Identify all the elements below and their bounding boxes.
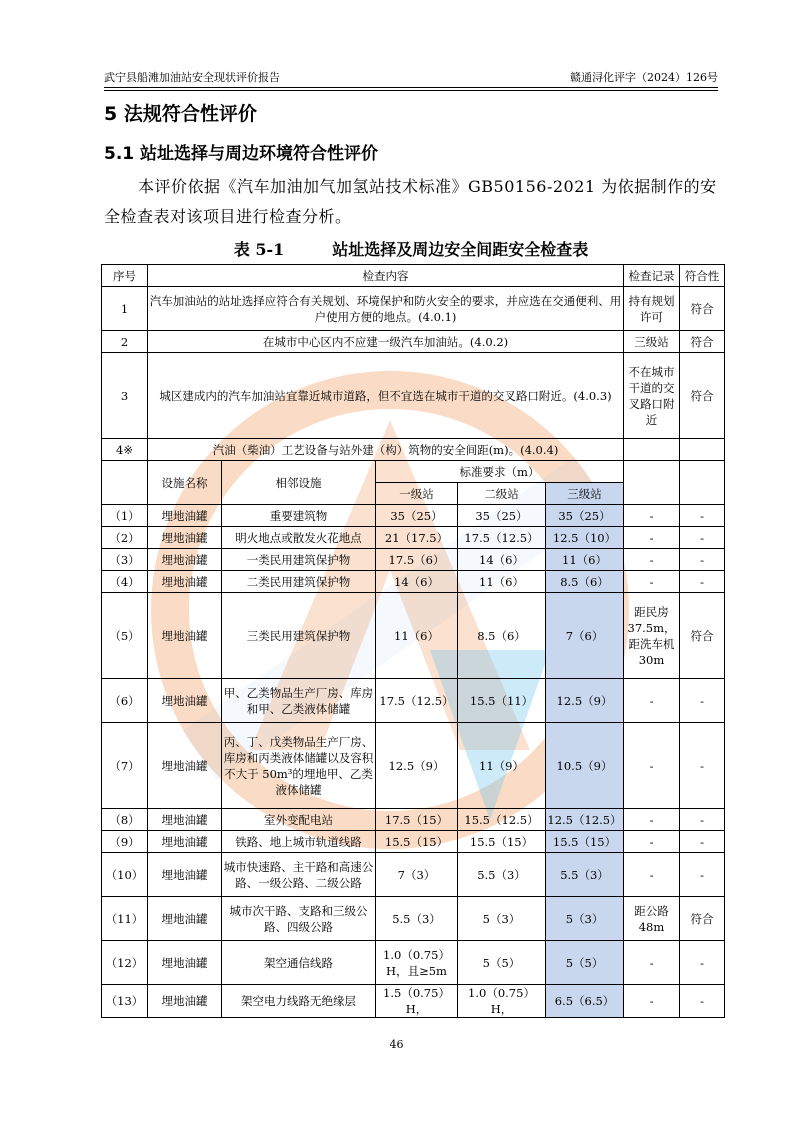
row-level1: 1.5（0.75）H， <box>376 985 458 1018</box>
row-adjacent: 一类民用建筑保护物 <box>222 549 376 571</box>
row-facility: 埋地油罐 <box>148 831 222 853</box>
row-adjacent: 二类民用建筑保护物 <box>222 571 376 593</box>
row-level1: 21（17.5） <box>376 527 458 549</box>
row-level2: 1.0（0.75）H， <box>458 985 546 1018</box>
subheader-facility: 设施名称 <box>148 461 222 505</box>
table-caption <box>104 238 718 262</box>
safety-check-table <box>101 264 725 1018</box>
row-level1: 35（25） <box>376 505 458 527</box>
row-adjacent: 城市次干路、支路和三级公路、四级公路 <box>222 897 376 941</box>
row-level1: 17.5（6） <box>376 549 458 571</box>
header-report-number: 赣通浔化评字（2024）126号 <box>570 71 718 84</box>
subheader-level2: 二级站 <box>458 483 546 505</box>
row-seq: （2） <box>102 527 148 549</box>
table-row <box>102 287 725 331</box>
group-seq: 4※ <box>102 439 148 461</box>
row-level2: 5.5（3） <box>458 853 546 897</box>
row-record: - <box>624 505 680 527</box>
row-level3: 5.5（3） <box>546 853 624 897</box>
table-row <box>102 571 725 593</box>
row-record: - <box>624 853 680 897</box>
table-caption-number: 表 5-1 <box>233 240 285 259</box>
subheader-seq-empty <box>102 461 148 505</box>
group-conform-empty <box>680 439 725 461</box>
row-level2: 5（5） <box>458 941 546 985</box>
row-level1: 12.5（9） <box>376 723 458 809</box>
row-seq: （11） <box>102 897 148 941</box>
table-row <box>102 809 725 831</box>
row-level3: 5（3） <box>546 897 624 941</box>
row-record: 距民房37.5m，距洗车机30m <box>624 593 680 679</box>
header-record: 检查记录 <box>624 265 680 287</box>
row-facility: 埋地油罐 <box>148 985 222 1018</box>
row-adjacent: 三类民用建筑保护物 <box>222 593 376 679</box>
row-level3: 12.5（10） <box>546 527 624 549</box>
row-conform: - <box>680 941 725 985</box>
table-row <box>102 985 725 1018</box>
row-conform: - <box>680 527 725 549</box>
row-record: - <box>624 549 680 571</box>
row-level2: 35（25） <box>458 505 546 527</box>
header-seq: 序号 <box>102 265 148 287</box>
intro-paragraph: 本评价依据《汽车加油加气加氢站技术标准》GB50156-2021 为依据制作的安全检查表对该项目进行检查分析。 <box>104 177 717 226</box>
row-adjacent: 架空通信线路 <box>222 941 376 985</box>
row-seq: （12） <box>102 941 148 985</box>
row-seq: （10） <box>102 853 148 897</box>
table-row <box>102 853 725 897</box>
table-row <box>102 527 725 549</box>
row-adjacent: 室外变配电站 <box>222 809 376 831</box>
table-row <box>102 353 725 439</box>
table-row <box>102 941 725 985</box>
subheader-level3: 三级站 <box>546 483 624 505</box>
row-seq: （4） <box>102 571 148 593</box>
table-header-row <box>102 265 725 287</box>
row-record: - <box>624 527 680 549</box>
header-content: 检查内容 <box>148 265 624 287</box>
page-header <box>104 69 718 87</box>
row-adjacent: 铁路、地上城市轨道线路 <box>222 831 376 853</box>
row-seq: （3） <box>102 549 148 571</box>
row-conform: 符合 <box>680 897 725 941</box>
row-level2: 15.5（12.5） <box>458 809 546 831</box>
row-facility: 埋地油罐 <box>148 723 222 809</box>
subsection-title: 5.1 站址选择与周边环境符合性评价 <box>104 144 379 164</box>
row-level2: 8.5（6） <box>458 593 546 679</box>
row-level3: 12.5（12.5） <box>546 809 624 831</box>
subheader-record-empty <box>624 461 680 505</box>
row-seq: （6） <box>102 679 148 723</box>
row-level3: 10.5（9） <box>546 723 624 809</box>
header-conform: 符合性 <box>680 265 725 287</box>
row-facility: 埋地油罐 <box>148 549 222 571</box>
row-record: 持有规划许可 <box>624 287 680 331</box>
row-level1: 1.0（0.75）H，且≥5m <box>376 941 458 985</box>
row-level3: 11（6） <box>546 549 624 571</box>
row-facility: 埋地油罐 <box>148 809 222 831</box>
row-content: 在城市中心区内不应建一级汽车加油站。(4.0.2) <box>148 331 624 353</box>
row-level2: 11（6） <box>458 571 546 593</box>
row-facility: 埋地油罐 <box>148 505 222 527</box>
row-record: - <box>624 831 680 853</box>
row-record: - <box>624 985 680 1018</box>
table-row <box>102 723 725 809</box>
row-conform: - <box>680 853 725 897</box>
row-level3: 15.5（15） <box>546 831 624 853</box>
subheader-adjacent: 相邻设施 <box>222 461 376 505</box>
row-adjacent: 明火地点或散发火花地点 <box>222 527 376 549</box>
row-level3: 8.5（6） <box>546 571 624 593</box>
row-conform: - <box>680 505 725 527</box>
row-conform: 符合 <box>680 593 725 679</box>
row-level2: 15.5（15） <box>458 831 546 853</box>
row-facility: 埋地油罐 <box>148 853 222 897</box>
table-row <box>102 505 725 527</box>
row-facility: 埋地油罐 <box>148 941 222 985</box>
row-level2: 15.5（11） <box>458 679 546 723</box>
row-content: 城区建成内的汽车加油站宜靠近城市道路，但不宜选在城市干道的交叉路口附近。(4.0.3) <box>148 353 624 439</box>
row-conform: - <box>680 549 725 571</box>
row-level1: 14（6） <box>376 571 458 593</box>
row-content: 汽车加油站的站址选择应符合有关规划、环境保护和防火安全的要求，并应选在交通便利、用户使用方便的地点。(4.0.1) <box>148 287 624 331</box>
table-row <box>102 593 725 679</box>
header-report-title: 武宁县船滩加油站安全现状评价报告 <box>104 71 280 84</box>
row-seq: （8） <box>102 809 148 831</box>
row-seq: （7） <box>102 723 148 809</box>
row-facility: 埋地油罐 <box>148 897 222 941</box>
row-seq: 2 <box>102 331 148 353</box>
row-level1: 17.5（15） <box>376 809 458 831</box>
group-content: 汽油（柴油）工艺设备与站外建（构）筑物的安全间距(m)。(4.0.4) <box>148 439 624 461</box>
row-level2: 14（6） <box>458 549 546 571</box>
subheader-row-1 <box>102 461 725 483</box>
row-record: - <box>624 679 680 723</box>
row-level1: 11（6） <box>376 593 458 679</box>
subheader-standard: 标准要求（m） <box>376 461 624 483</box>
row-seq: （13） <box>102 985 148 1018</box>
subheader-level1: 一级站 <box>376 483 458 505</box>
subheader-conform-empty <box>680 461 725 505</box>
row-record: 三级站 <box>624 331 680 353</box>
row-level3: 12.5（9） <box>546 679 624 723</box>
row-record: - <box>624 941 680 985</box>
row-level3: 7（6） <box>546 593 624 679</box>
table-group-row <box>102 439 725 461</box>
row-record: 距公路48m <box>624 897 680 941</box>
row-level1: 5.5（3） <box>376 897 458 941</box>
row-conform: - <box>680 723 725 809</box>
row-seq: 1 <box>102 287 148 331</box>
row-conform: 符合 <box>680 353 725 439</box>
row-level2: 11（9） <box>458 723 546 809</box>
page-number: 46 <box>389 1038 404 1051</box>
row-level3: 5（5） <box>546 941 624 985</box>
row-adjacent: 架空电力线路无绝缘层 <box>222 985 376 1018</box>
row-seq: （9） <box>102 831 148 853</box>
row-seq: （5） <box>102 593 148 679</box>
row-seq: 3 <box>102 353 148 439</box>
table-row <box>102 331 725 353</box>
row-adjacent: 重要建筑物 <box>222 505 376 527</box>
row-level2: 17.5（12.5） <box>458 527 546 549</box>
row-adjacent: 丙、丁、戊类物品生产厂房、库房和丙类液体储罐以及容积不大于 50m³的埋地甲、乙类液体储罐 <box>222 723 376 809</box>
group-record-empty <box>624 439 680 461</box>
row-conform: - <box>680 809 725 831</box>
header-rule-thick <box>104 87 718 88</box>
row-adjacent: 城市快速路、主干路和高速公路、一级公路、二级公路 <box>222 853 376 897</box>
table-row <box>102 897 725 941</box>
section-title: 5 法规符合性评价 <box>104 103 257 125</box>
row-level1: 15.5（15） <box>376 831 458 853</box>
table-caption-title: 站址选择及周边安全间距安全检查表 <box>332 240 589 259</box>
row-facility: 埋地油罐 <box>148 571 222 593</box>
row-seq: （1） <box>102 505 148 527</box>
row-facility: 埋地油罐 <box>148 527 222 549</box>
row-level3: 35（25） <box>546 505 624 527</box>
header-rule-thin <box>104 90 718 91</box>
row-conform: - <box>680 985 725 1018</box>
table-row <box>102 679 725 723</box>
row-facility: 埋地油罐 <box>148 679 222 723</box>
row-facility: 埋地油罐 <box>148 593 222 679</box>
row-adjacent: 甲、乙类物品生产厂房、库房和甲、乙类液体储罐 <box>222 679 376 723</box>
row-level1: 7（3） <box>376 853 458 897</box>
table-row <box>102 549 725 571</box>
row-conform: - <box>680 831 725 853</box>
row-record: 不在城市干道的交叉路口附近 <box>624 353 680 439</box>
row-conform: 符合 <box>680 331 725 353</box>
row-conform: - <box>680 679 725 723</box>
row-level1: 17.5（12.5） <box>376 679 458 723</box>
row-record: - <box>624 809 680 831</box>
row-record: - <box>624 723 680 809</box>
row-level3: 6.5（6.5） <box>546 985 624 1018</box>
row-conform: - <box>680 571 725 593</box>
row-level2: 5（3） <box>458 897 546 941</box>
row-conform: 符合 <box>680 287 725 331</box>
row-record: - <box>624 571 680 593</box>
table-row <box>102 831 725 853</box>
